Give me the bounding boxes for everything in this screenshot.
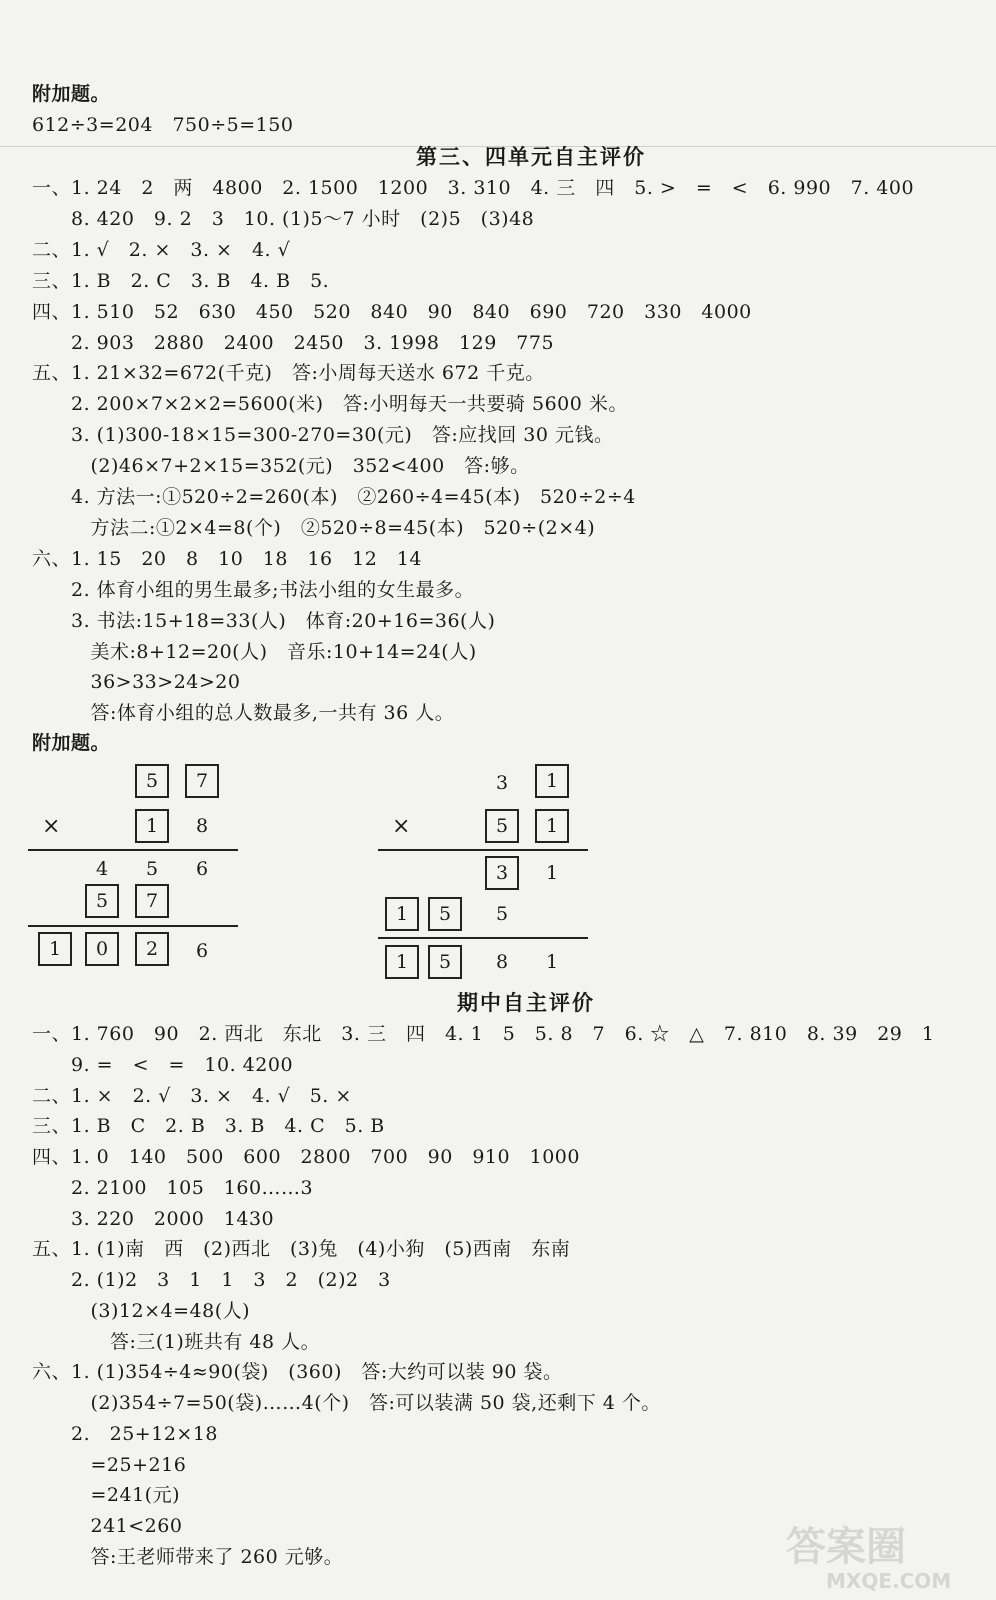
puzzle-box: 2: [135, 932, 169, 966]
answer-line: 答:王老师带来了 260 元够。: [32, 1545, 344, 1568]
answer-line: 36>33>24>20: [32, 671, 241, 694]
puzzle-box: 0: [85, 932, 119, 966]
puzzle-digit: 1: [545, 951, 559, 973]
top-extra-line: 612÷3=204 750÷5=150: [32, 114, 294, 136]
puzzle-digit: 5: [145, 858, 159, 880]
answer-line: 答:体育小组的总人数最多,一共有 36 人。: [32, 702, 455, 725]
answer-line: 9. = < = 10. 4200: [32, 1053, 294, 1076]
answer-line: 3. 书法:15+18=33(人) 体育:20+16=36(人): [32, 609, 496, 632]
puzzle-box: 1: [385, 945, 419, 979]
answer-line: 三、1. B 2. C 3. B 4. B 5.: [32, 269, 330, 292]
answer-line: 一、1. 760 90 2. 西北 东北 3. 三 四 4. 1 5 5. 8 7 6. ☆ △ 7. 810 8. 39 29 1: [32, 1023, 935, 1045]
puzzle-digit: 4: [95, 858, 109, 880]
answer-line: 2. 200×7×2×2=5600(米) 答:小明每天一共要骑 5600 米。: [32, 393, 628, 416]
answer-line: =241(元): [32, 1484, 181, 1507]
extra-heading-2: 附加题。: [32, 732, 111, 754]
puzzle-box: 5: [428, 945, 462, 979]
puzzle-box: 1: [535, 809, 569, 843]
puzzle-digit: 1: [545, 862, 559, 884]
puzzle-digit: 3: [495, 772, 509, 794]
answer-line: 8. 420 9. 2 3 10. (1)5～7 小时 (2)5 (3)48: [32, 207, 535, 230]
top-extra-heading: 附加题。: [32, 83, 111, 105]
puzzle-box: 1: [38, 932, 72, 966]
puzzle-digit: 5: [495, 903, 509, 925]
puzzle-box: 5: [485, 809, 519, 843]
answer-line: 美术:8+12=20(人) 音乐:10+14=24(人): [32, 640, 477, 663]
puzzle-box: 1: [385, 897, 419, 931]
puzzle-box: 5: [135, 764, 169, 798]
answer-line: 方法二:①2×4=8(个) ②520÷8=45(本) 520÷(2×4): [32, 516, 596, 539]
answer-line: (2)46×7+2×15=352(元) 352<400 答:够。: [32, 455, 530, 478]
answer-line: 四、1. 510 52 630 450 520 840 90 840 690 720 330 4000: [32, 300, 752, 323]
answer-line: (2)354÷7=50(袋)……4(个) 答:可以装满 50 袋,还剩下 4 个。: [32, 1392, 661, 1414]
answer-line: 五、1. 21×32=672(千克) 答:小周每天送水 672 千克。: [32, 362, 545, 385]
puzzle-rule: [28, 925, 238, 927]
puzzle-digit: 8: [195, 815, 209, 837]
answer-line: 2. (1)2 3 1 1 3 2 (2)2 3: [32, 1269, 391, 1291]
answer-line: 五、1. (1)南 西 (2)西北 (3)兔 (4)小狗 (5)西南 东南: [32, 1238, 571, 1261]
puzzle-digit: 6: [195, 858, 209, 880]
answer-line: (3)12×4=48(人): [32, 1299, 251, 1322]
answer-line: 3. (1)300-18×15=300-270=30(元) 答:应找回 30 元钱。: [32, 424, 614, 447]
watermark-url: MXQE.COM: [826, 1569, 952, 1592]
answer-line: 六、1. 15 20 8 10 18 16 12 14: [32, 547, 422, 570]
puzzle-rule: [378, 849, 588, 851]
answer-line: 答:三(1)班共有 48 人。: [32, 1330, 321, 1353]
puzzle-box: 1: [535, 764, 569, 798]
puzzle-box: 7: [185, 764, 219, 798]
section-title-midterm: 期中自主评价: [457, 990, 595, 1015]
answer-line: 二、1. × 2. √ 3. × 4. √ 5. ×: [32, 1084, 352, 1107]
puzzle-box: 3: [485, 856, 519, 890]
watermark-logo: [766, 1512, 976, 1592]
puzzle-box: 7: [135, 884, 169, 918]
answer-line: 一、1. 24 2 两 4800 2. 1500 1200 3. 310 4. 三 四 5. > = < 6. 990 7. 400: [32, 177, 915, 199]
answer-line: 二、1. √ 2. × 3. × 4. √: [32, 238, 291, 261]
answer-line: 六、1. (1)354÷4≈90(袋) (360) 答:大约可以装 90 袋。: [32, 1361, 563, 1384]
puzzle-rule: [378, 937, 588, 939]
answer-line: 3. 220 2000 1430: [32, 1207, 275, 1230]
puzzle-digit: 8: [495, 951, 509, 973]
answer-line: 241<260: [32, 1515, 183, 1537]
puzzle-digit: 6: [195, 940, 209, 962]
answer-line: 4. 方法一:①520÷2=260(本) ②260÷4=45(本) 520÷2÷4: [32, 486, 636, 508]
answer-line: 2. 25+12×18: [32, 1422, 218, 1445]
answer-line: 2. 903 2880 2400 2450 3. 1998 129 775: [32, 331, 555, 354]
puzzle-box: 5: [85, 884, 119, 918]
answer-line: 2. 体育小组的男生最多;书法小组的女生最多。: [32, 578, 475, 601]
times-sign: ×: [392, 814, 411, 839]
answer-line: 2. 2100 105 160……3: [32, 1176, 314, 1199]
times-sign: ×: [42, 814, 61, 839]
watermark-text: 答案圈: [786, 1524, 906, 1570]
answer-line: 三、1. B C 2. B 3. B 4. C 5. B: [32, 1115, 385, 1138]
puzzle-box: 5: [428, 897, 462, 931]
puzzle-box: 1: [135, 809, 169, 843]
answer-line: 四、1. 0 140 500 600 2800 700 90 910 1000: [32, 1146, 580, 1168]
section-title-unit34: 第三、四单元自主评价: [416, 144, 646, 169]
answer-line: =25+216: [32, 1453, 187, 1476]
puzzle-rule: [28, 849, 238, 851]
